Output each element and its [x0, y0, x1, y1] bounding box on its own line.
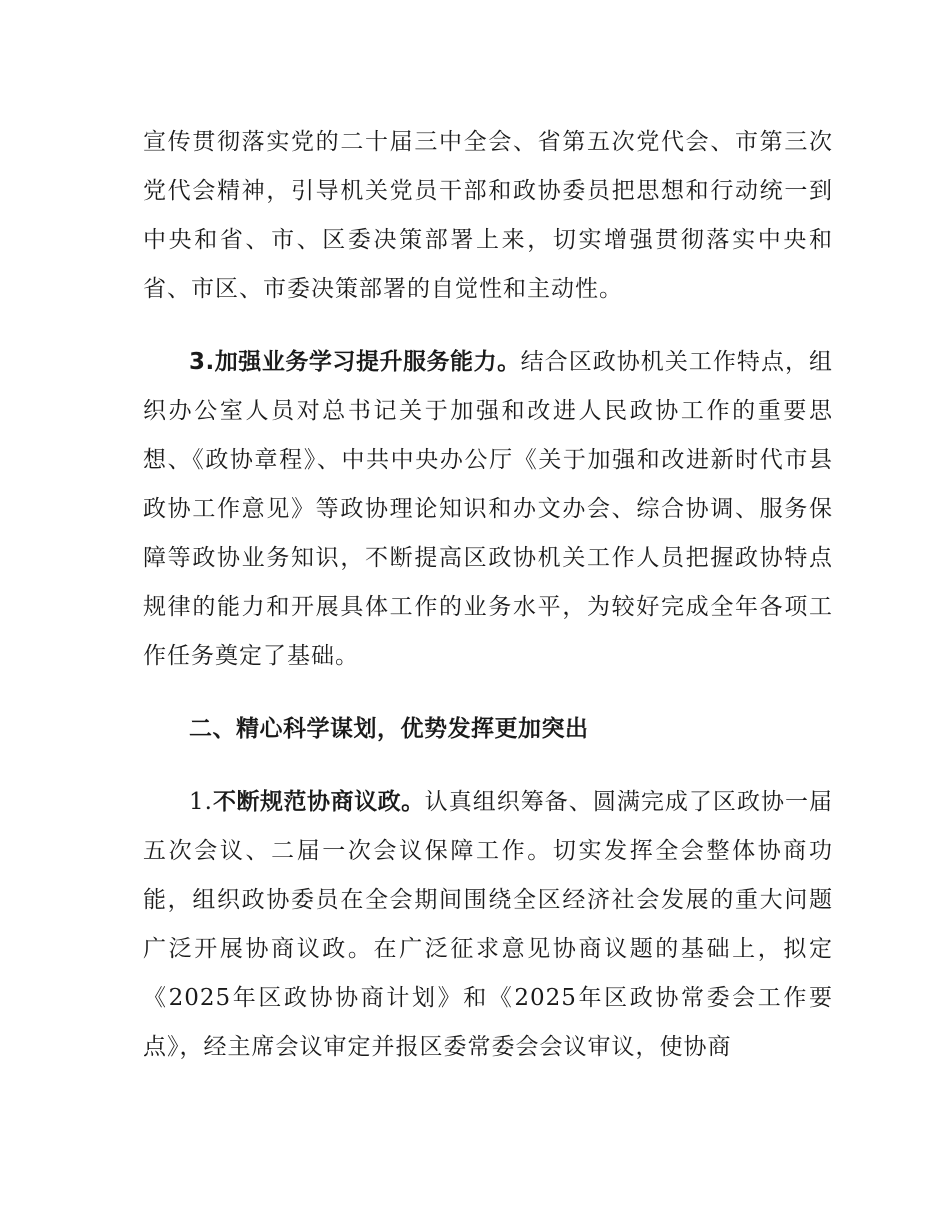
document-body [143, 118, 833, 1072]
paragraph-text: 宣传贯彻落实党的二十届三中全会、省第五次党代会、市第三次党代会精神，引导机关党员干部和政协委员把思想和行动统一到中央和省、市、区委决策部署上来，切实增强贯彻落实中央和省、市区、市委决策部署的自觉性和主动性。 [143, 129, 833, 302]
section-heading: 二、精心科学谋划，优势发挥更加突出 [189, 716, 589, 742]
paragraph-item-3 [143, 338, 833, 681]
paragraph-gap [143, 754, 833, 778]
paragraph-gap [143, 681, 833, 705]
paragraph-continuation [143, 118, 833, 314]
paragraph-item-1 [143, 778, 833, 1072]
paragraph-gap [143, 314, 833, 338]
paragraph-text: 认真组织筹备、圆满完成了区政协一届五次会议、二届一次会议保障工作。切实发挥全会整体协商功能，组织政协委员在全会期间围绕全区经济社会发展的重大问题广泛开展协商议政。在广泛征求意见协商议题的基础上，拟定《2025年区政协协商计划》和《2025年区政协常委会工作要点》，经主席会议审定并报区委常委会会议审议，使协商 [143, 789, 834, 1060]
item-heading: 不断规范协商议政。 [212, 789, 425, 815]
item-heading: 3.加强业务学习提升服务能力。 [189, 349, 521, 375]
item-number: 1. [189, 789, 213, 815]
paragraph-text: 结合区政协机关工作特点，组织办公室人员对总书记关于加强和改进人民政协工作的重要思想、《政协章程》、中共中央办公厅《关于加强和改进新时代市县政协工作意见》等政协理论知识和办文办会、综合协调、服务保障等政协业务知识，不断提高区政协机关工作人员把握政协特点规律的能力和开展具体工作的业务水平，为较好完成全年各项工作任务奠定了基础。 [143, 349, 834, 669]
